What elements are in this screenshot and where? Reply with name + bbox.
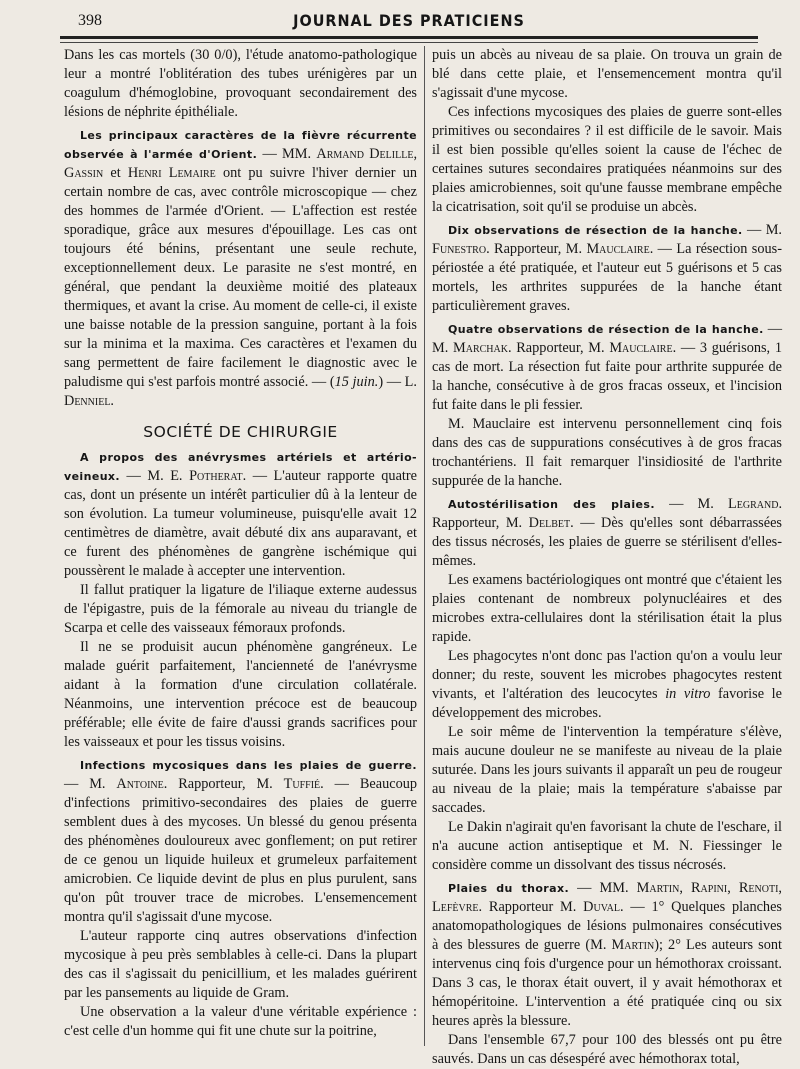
paragraph <box>432 1031 782 1069</box>
paragraph <box>432 571 782 647</box>
section-heading: Plaies du thorax. <box>448 882 570 895</box>
text: . Rapporteur, M. <box>432 496 783 531</box>
paragraph <box>64 638 417 752</box>
section-dix-observations <box>432 221 782 316</box>
author-name: Martin <box>636 880 680 896</box>
section-heading: Dix observations de résection de la hanche. <box>448 224 743 237</box>
paragraph-text: L'auteur rapporte cinq autres observations d'infection mycosique à peu près semblables à celle-ci. Dans la plupart des cas il s'agissait du penicillium, et les malades guérirent par les pansements au liquide de Gram. <box>64 928 417 1001</box>
paragraph <box>432 647 782 723</box>
author-name: Funestro <box>432 241 487 257</box>
text: et <box>103 165 128 181</box>
paragraph-text: ); 2° Les auteurs sont intervenus cinq fois d'urgence pour un hémothorax croissant. Dans 3 cas, le thorax était ouvert, il y avait hémothorax et hémopéritoine. L'intervention a été pratiquée cinq ou six heures après la blessure. <box>432 937 782 1029</box>
paragraph-text: Le Dakin n'agirait qu'en favorisant la chute de l'eschare, il n'a aucune action antiseptique et M. N. Fiessinger le considère comme un dissolvant des tissus nécrosés. <box>432 819 782 873</box>
text: — M. <box>432 321 782 356</box>
section-quatre-observations <box>432 320 782 415</box>
journal-title: JOURNAL DES PRATICIENS <box>293 11 525 30</box>
section-heading: A propos des anévrysmes artériels et artério-veineux. <box>64 451 417 483</box>
paragraph-text: Ces infections mycosiques des plaies de guerre sont-elles primitives ou secondaires ? il est difficile de le savoir. Mais il est bien possible qu'elles soient la cause de l'échec de certaines sutures secondaires pratiquées néanmoins sur des plaies amicrobiennes, soit qu'une fausse membrane empêche la cicatrisation, soit qu'il se produise un abcès. <box>432 104 782 215</box>
text: — M. <box>742 222 783 238</box>
author-name: Rapini <box>691 880 728 896</box>
paragraph-text: . — Dès qu'elles sont débarrassées des tissus nécrosés, les plaies de guerre se stérilisent d'elles-mêmes. <box>432 515 782 569</box>
text: ) — <box>378 374 405 390</box>
paragraph <box>432 723 782 818</box>
text: — MM. <box>569 880 637 896</box>
paragraph-text: Dans l'ensemble 67,7 pour 100 des blessés ont pu être sauvés. Dans un cas désespéré avec hémothorax total, <box>432 1032 782 1067</box>
section-infections-mycosiques <box>64 756 417 927</box>
text: — MM. <box>257 146 317 162</box>
text: , <box>727 880 739 896</box>
column-divider <box>424 46 425 1046</box>
paragraph-text: . — 1° Quelques planches anatomopathologiques de lésions pulmonaires consécutives à des blessures de guerre (M. <box>432 899 782 953</box>
date: 15 juin. <box>334 374 379 390</box>
section-autosterilisation <box>432 495 782 571</box>
paragraph <box>432 103 782 217</box>
author-name: Legrand <box>728 496 779 512</box>
author-name: Lefèvre <box>432 899 479 915</box>
paragraph <box>64 1003 417 1041</box>
author-name: Duval <box>583 899 620 915</box>
text: , <box>679 880 691 896</box>
right-column <box>432 46 783 1067</box>
paragraph <box>64 46 417 122</box>
author-name: Tuffié <box>283 776 321 792</box>
paragraph <box>64 927 417 1003</box>
section-heading: Infections mycosiques dans les plaies de guerre. <box>80 759 417 772</box>
header-rule <box>60 36 758 39</box>
author-name: Potherat <box>189 468 243 484</box>
section-heading: Quatre observations de résection de la hanche. <box>448 323 764 336</box>
author-name: Gassin <box>64 165 104 181</box>
paragraph-text: Il fallut pratiquer la ligature de l'iliaque externe audessus de l'épigastre, puis de la fémorale au niveau du triangle de Scarpa et celle des vaisseaux fémoraux profonds. <box>64 582 417 636</box>
paragraph <box>64 581 417 638</box>
text: — M. E. <box>120 468 190 484</box>
paragraph-text: ont pu suivre l'hiver dernier un certain nombre de cas, avec contrôle microscopique — chez des hommes de l'armée d'Orient. — L'affection est restée sporadique, grâce aux mesures d'épouillage. Les cas ont toujours été bénins, présentant une seule rechute, exceptionnellement deux. Le parasite ne s'est montré, en général, que pendant la deuxième moitié des plateaux thermiques, et avant la crise. Au moment de celle-ci, il existe une baisse notable de la pression sanguine, portant à la fois sur la minima et la maxima. Ces caractères et l'examen du sang permettent de faire facilement le diagnostic avec le paludisme qui s'est parfois montré associé. — ( <box>64 165 417 390</box>
paragraph-text: Dans les cas mortels (30 0/0), l'étude anatomo-pathologique leur a montré l'oblitération des tubes urénigères par un coagulum d'hémoglobine, provoquant secondairement des lésions de néphrite épithéliale. <box>64 47 417 120</box>
section-heading: Les principaux caractères de la fièvre récurrente observée à l'armée d'Orient. <box>64 129 417 161</box>
author-name: Delbet <box>528 515 571 531</box>
signature: L. Denniel. <box>64 374 417 409</box>
paragraph-text: . — Beaucoup d'infections primitivo-secondaires des plaies de guerre semblent dues à des mycoses. Un blessé du genou présenta des phénomènes douloureux avec gonflement; on put retirer de ce genou un liquide huileux et grumeleux parfaitement amicrobien. Ce liquide devint de plus en plus purulent, sans qu'on pût trouver trace de microbes. L'ensemencement montra qu'il s'agissait d'une mycose. <box>64 776 418 925</box>
author-name: Renoti <box>738 880 779 896</box>
society-title: SOCIÉTÉ DE CHIRURGIE <box>143 423 338 441</box>
text: . Rapporteur, M. <box>486 241 587 257</box>
text: . Rapporteur, M. <box>507 340 610 356</box>
page-header <box>60 8 758 38</box>
left-column <box>64 46 417 1046</box>
paragraph-text: . — L'auteur rapporte quatre cas, dont un présente un intérêt particulier dû à la lenteur de son évolution. La tumeur volumineuse, puisqu'elle avait 12 centimètres de diamètre, avait débuté dix ans auparavant, et ce furent des phénomènes de gangrène ischémique qui poussèrent le malade à accepter une intervention. <box>64 468 417 579</box>
page-number: 398 <box>78 12 102 29</box>
text: . Rapporteur M. <box>478 899 584 915</box>
text: , <box>778 880 782 896</box>
author-name: Martin <box>611 937 655 953</box>
paragraph-text: Une observation a la valeur d'une véritable expérience : c'est celle d'un homme qui fit une chute sur la poitrine, <box>64 1004 417 1039</box>
paragraph-text: favorise le développement des microbes. <box>432 686 782 721</box>
paragraph <box>432 46 782 103</box>
author-name: Marchak <box>453 340 508 356</box>
author-name: Armand Delille <box>316 146 414 162</box>
author-name: Mauclaire <box>609 340 673 356</box>
paragraph-text: Il ne se produisit aucun phénomène gangréneux. Le malade guérit parfaitement, l'ancienneté de l'anévrysme aidant à la formation d'une circulation collatérale. Néanmoins, une intervention précoce est de beaucoup préférable; elle évite de faire d'aussi grands sacrifices pour les vaisseaux et pour les tissus voisins. <box>64 639 417 750</box>
section-heading: Autostérilisation des plaies. <box>448 498 655 511</box>
text: , <box>413 146 418 162</box>
header-rule-thin <box>60 42 758 43</box>
paragraph-text: Les phagocytes n'ont donc pas l'action qu'on a voulu leur donner; du reste, souvent les microbes phagocytes restent vivants, et l'altération des leucocytes <box>432 648 782 702</box>
section-anevrysmes <box>64 448 417 581</box>
text: . Rapporteur, M. <box>163 776 284 792</box>
paragraph-text: Le soir même de l'intervention la température s'élève, mais aucune douleur ne se manifeste au niveau de la plaie suturée. Dans les jours suivants il apparaît un peu de rougeur au niveau de la plaie; mais la température s'abaisse par saccades. <box>432 724 782 816</box>
author-name: Mauclaire <box>586 241 650 257</box>
italic-term: in vitro <box>665 686 711 702</box>
section-fievre-recurrente <box>64 126 417 411</box>
author-name: Henri Lemaire <box>127 165 216 181</box>
paragraph <box>432 415 782 491</box>
section-plaies-thorax <box>432 879 782 1031</box>
paragraph-text: . — La résection sous-périostée a été pratiquée, et l'auteur eut 5 guérisons et 5 cas mortels, les arthrites suppurées de la hanche étant particulièrement graves. <box>432 241 782 314</box>
text: — M. <box>654 496 729 512</box>
paragraph-text: Les examens bactériologiques ont montré que c'étaient les plaies contenant de nombreux polynucléaires et des microbes extra-cellulaires dont la stérilisation était la plus rapide. <box>432 572 782 645</box>
paragraph <box>432 818 782 875</box>
paragraph-text: . — 3 guérisons, 1 cas de mort. La résection fut faite pour arthrite suppurée de la hanche, consécutive à de gros fracas osseux, et l'incision fut faite dans le pli fessier. <box>432 340 782 413</box>
paragraph-text: puis un abcès au niveau de sa plaie. On trouva un grain de blé dans cette plaie, et l'ensemencement montra qu'il s'agissait d'une mycose. <box>432 47 782 101</box>
author-name: Antoine <box>116 776 164 792</box>
paragraph-text: M. Mauclaire est intervenu personnellement cinq fois dans des cas de suppurations consécutives à de gros fracas trochantériens. Il fait remarquer l'insidiosité de l'arthrite suppurée de la hanche. <box>432 416 782 489</box>
text: — M. <box>64 776 117 792</box>
